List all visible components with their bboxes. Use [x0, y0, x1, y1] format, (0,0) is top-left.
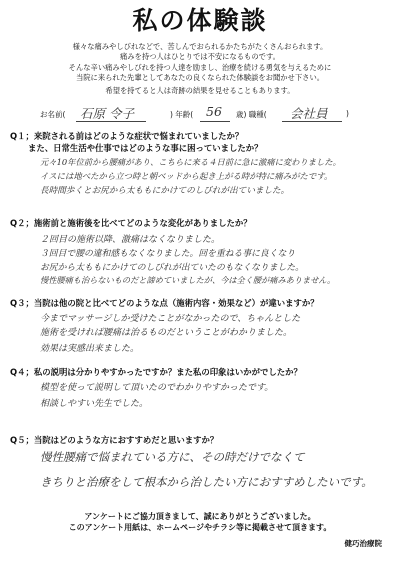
question-1-sub: また、日常生活や仕事ではどのような事に困っていましたか？ [28, 143, 263, 153]
answer-3-line: 今までマッサージしか受けたことがなかったので、ちゃんとした [40, 314, 301, 324]
name-underline [76, 121, 146, 122]
answer-3-line: 施術を受ければ腰痛は治るものだということがわかりました。 [40, 328, 293, 338]
answer-4-line: 相談しやすい先生でした。 [40, 399, 149, 409]
intro-line: 希望を持てると人は奇跡の結果を見せることもあります。 [105, 85, 295, 95]
respondent-info [0, 103, 400, 123]
answer-1-line: 元々10年位前から腰痛があり、こちらに来る４日前に急に激痛に変わりました。 [40, 157, 341, 167]
answer-1-line: 長時間歩くとお尻から太ももにかけてのしびれが出ていました。 [40, 186, 290, 196]
intro-text [14, 42, 386, 96]
question-3: Q３；当院は他の院と比べてどのような点（施術内容・効果など）が違いますか？ [10, 298, 319, 308]
age-unit-label: 歳) 職種( [236, 110, 267, 119]
answer-2-line: お尻から太ももにかけてのしびれが出ていたのもなくなりました。 [40, 263, 304, 273]
question-4: Q４；私の説明は分かりやすかったですか？また私の印象はいかがでしたか？ [10, 367, 302, 377]
answer-1-line: イスには地べたから立つ時と朝ベッドから起き上がる時が特に痛みがたです。 [40, 171, 333, 181]
info-close: ) [346, 109, 349, 118]
answer-2-line: ３回目で腰の違和感もなくなりました。回を重ねる事に良くなり [40, 249, 296, 259]
answer-2-line: 慢性腰痛も治らないものだと諦めていましたが、今は全く腰が痛みありません。 [40, 275, 336, 285]
answer-3-line: 効果は実感出来ました。 [40, 344, 140, 354]
intro-line: 様々な痛みやしびれなどで、苦しんでおられるかたちがたくさんおられます。 [72, 42, 328, 51]
answer-2-line: ２回目の施術以降、激痛はなくなりました。 [40, 235, 221, 245]
job-underline [282, 121, 342, 122]
intro-line: 当院に来られた先輩としてあなたの良くなられた体験談をお聞かせ下さい。 [75, 73, 325, 83]
clinic-name: 健巧治療院 [344, 539, 382, 548]
name-label: お名前( [40, 110, 66, 119]
intro-line: そんな辛い痛みやしびれを持つ人達を励まし、治療を続ける勇気を与えるために [68, 62, 332, 72]
footer-notice: このアンケート用紙は、ホームページやチラシ等に掲載させて頂きます。 [68, 523, 332, 532]
age-underline [200, 121, 230, 122]
question-5: Q５；当院はどのような方におすすめだと思いますか？ [10, 435, 219, 445]
question-1: Q１；来院される前はどのような症状で悩まれていましたか？ [10, 131, 244, 141]
page-title: 私の体験談 [132, 6, 268, 35]
name-value: 石原 令子 [80, 106, 134, 121]
intro-line: 痛みを持つ人はひとりでは不安になるものです。 [120, 52, 280, 62]
answer-5-line: きちりと治療をして根本から治したい方におすすめしたいです。 [40, 475, 373, 489]
question-2: Q２；施術前と施術後を比べてどのような変化がありましたか？ [10, 218, 252, 228]
answer-4-line: 模型を使って説明して頂いたのでわかりやすかったです。 [40, 383, 274, 393]
footer-thanks: アンケートにご協力頂きまして、誠にありがとうございました。 [84, 512, 316, 521]
age-label: ) 年齢( [170, 110, 194, 119]
job-value: 会社員 [290, 106, 328, 121]
age-value: 56 [206, 104, 222, 119]
answer-5-line: 慢性腰痛で悩まれている方に、その時だけでなくて [40, 450, 305, 464]
